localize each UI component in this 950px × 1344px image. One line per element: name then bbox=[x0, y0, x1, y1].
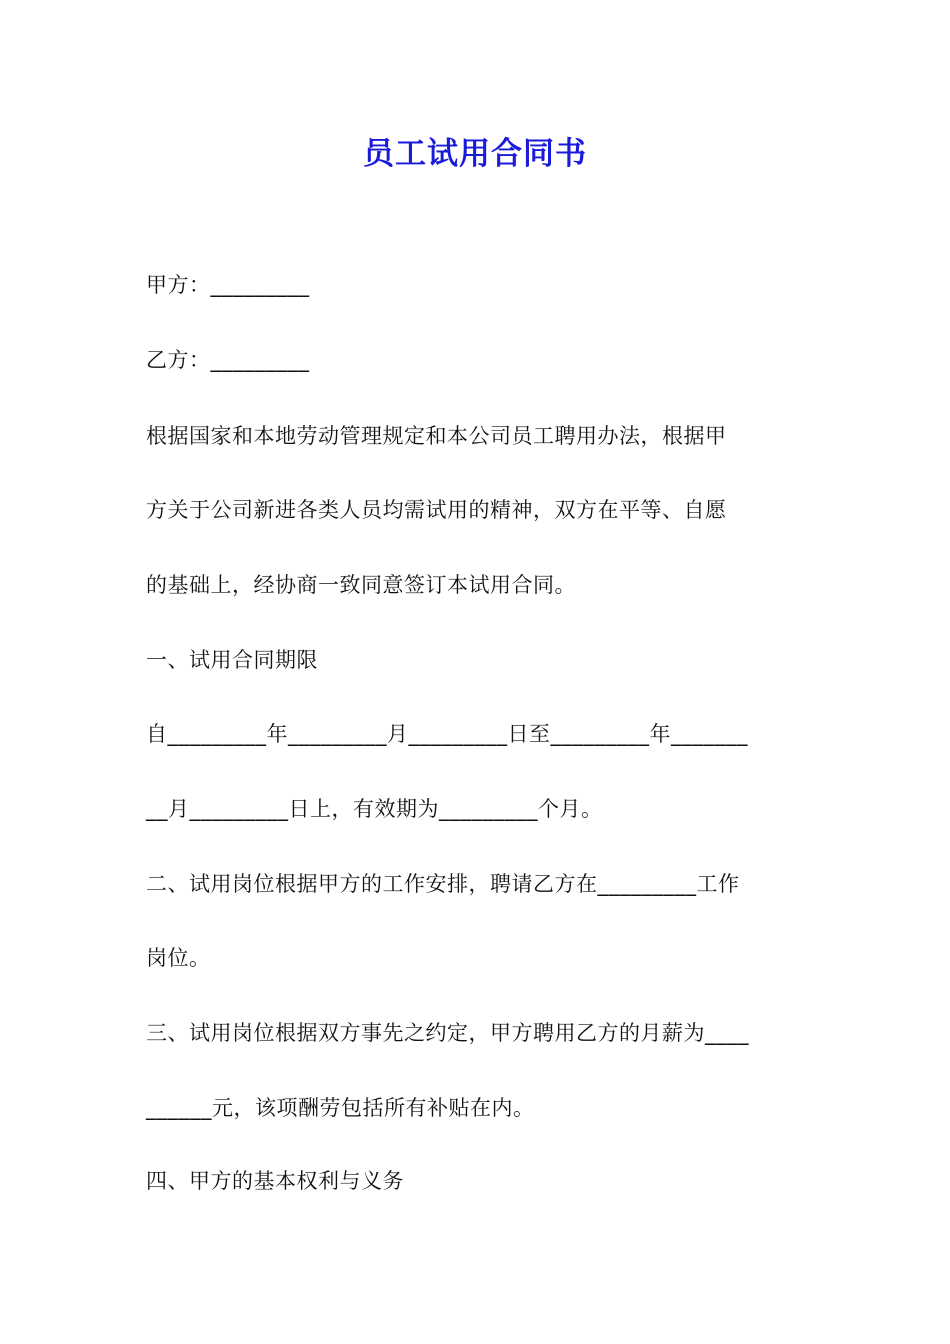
document-title: 员工试用合同书 bbox=[363, 136, 587, 172]
paragraph-line: __月_________日上，有效期为_________个月。 bbox=[146, 797, 603, 821]
section-line: 二、试用岗位根据甲方的工作安排，聘请乙方在_________工作 bbox=[146, 872, 740, 896]
section-line: 三、试用岗位根据双方事先之约定，甲方聘用乙方的月薪为____ bbox=[146, 1021, 749, 1045]
party-b-line: 乙方：_________ bbox=[146, 348, 310, 372]
section-heading: 一、试用合同期限 bbox=[146, 648, 318, 672]
paragraph-line: 方关于公司新进各类人员均需试用的精神，双方在平等、自愿 bbox=[146, 498, 727, 522]
paragraph-line: 自_________年_________月_________日至_________年_______ bbox=[146, 722, 748, 746]
paragraph-line: 的基础上，经协商一致同意签订本试用合同。 bbox=[146, 573, 576, 597]
paragraph-line: 根据国家和本地劳动管理规定和本公司员工聘用办法，根据甲 bbox=[146, 424, 727, 448]
paragraph-line: 岗位。 bbox=[146, 946, 211, 970]
section-heading: 四、甲方的基本权利与义务 bbox=[146, 1169, 404, 1193]
party-a-line: 甲方：_________ bbox=[146, 273, 310, 297]
paragraph-line: ______元，该项酬劳包括所有补贴在内。 bbox=[146, 1096, 535, 1120]
